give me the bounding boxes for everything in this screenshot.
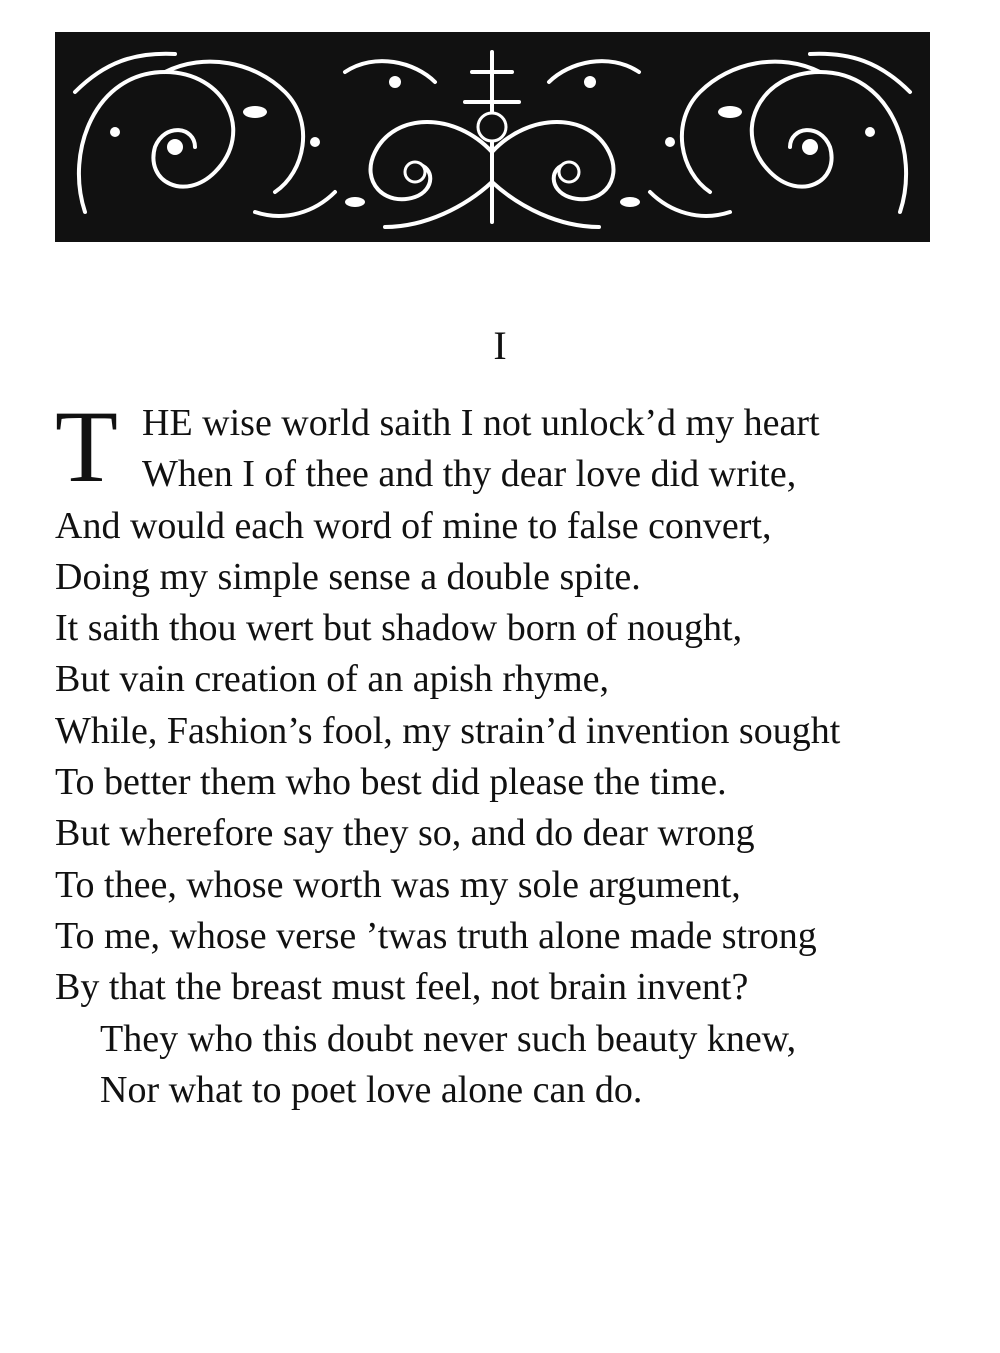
poem-line-3: And would each word of mine to false convert,	[55, 504, 772, 547]
poem-line-10: To thee, whose worth was my sole argument,	[55, 863, 741, 906]
poem-line-9: But wherefore say they so, and do dear wrong	[55, 812, 755, 855]
sonnet-number: I	[493, 323, 507, 368]
poem-line-11: To me, whose verse ’twas truth alone made strong	[55, 914, 817, 957]
floral-ornament-header	[55, 32, 930, 242]
poem-line-8: To better them who best did please the time.	[55, 761, 727, 804]
poem-line-5: It saith thou wert but shadow born of nought,	[55, 607, 743, 650]
poem-line-7: While, Fashion’s fool, my strain’d invention sought	[55, 709, 841, 752]
poem-line-2: When I of thee and thy dear love did write,	[142, 453, 797, 496]
poem-line-13: They who this doubt never such beauty knew,	[100, 1017, 797, 1060]
poem-line-6: But vain creation of an apish rhyme,	[55, 658, 610, 701]
poem-line-4: Doing my simple sense a double spite.	[55, 555, 641, 598]
drop-cap: T	[55, 390, 118, 504]
poem-line-14: Nor what to poet love alone can do.	[100, 1068, 643, 1111]
poem	[55, 390, 955, 1116]
poem-line-12: By that the breast must feel, not brain invent?	[55, 966, 749, 1009]
poem-line-1: HE wise world saith I not unlock’d my heart	[142, 402, 820, 444]
